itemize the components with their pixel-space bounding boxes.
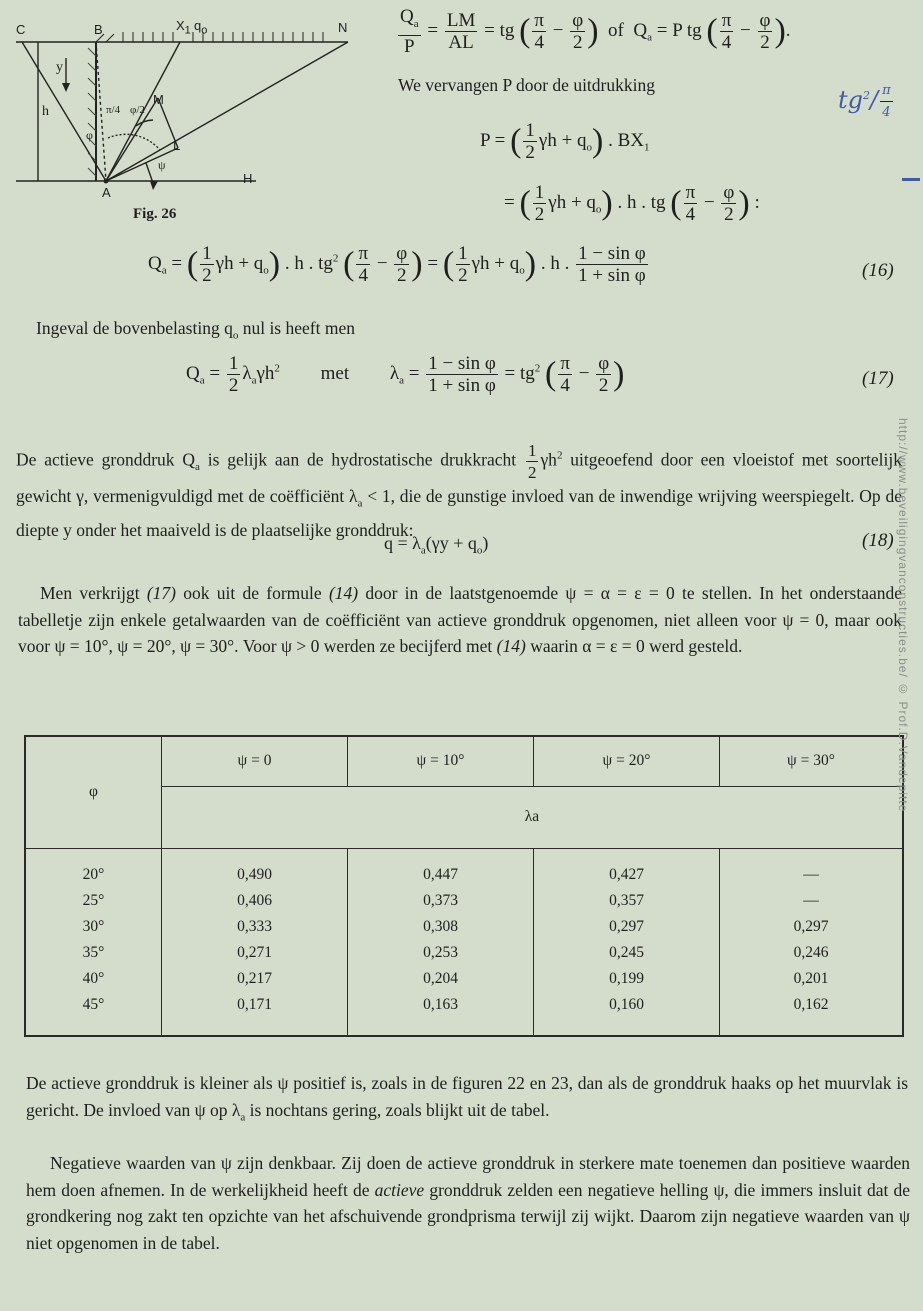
table-header-psi-30: ψ = 30°: [720, 736, 904, 786]
watermark: http://www.beveiligingvanconstructies.be/ © Prof.D.Vandepitte: [896, 418, 910, 813]
table-row: 20° 0,490 0,447 0,427 —: [25, 862, 903, 888]
label-X1: $X_1$: [176, 18, 191, 37]
label-B: B: [94, 22, 103, 37]
force-arrow-head: [150, 181, 158, 190]
label-L: L: [173, 138, 181, 153]
equation-p-2: = ( $\frac{1}{2}$ $\gamma h + q_o$) . h . tg ( $\frac{\pi}{4}$ − $\frac{\varphi}{2}$ ) :: [504, 182, 760, 225]
figure-26: [8, 8, 368, 233]
intro-17: Ingeval de bovenbelasting $q_o$ nul is heeft men: [36, 318, 355, 342]
paragraph-2: Men verkrijgt (17) ook uit de formule (14) door in de laatstgenoemde ψ = α = ε = 0 te stellen. In het onderstaande tabelletje zijn enkele getalwaarden van de coëfficiënt van actieve gronddruk opgenomen, niet alleen voor ψ = 0, maar ook voor ψ = 10°, ψ = 20°, ψ = 30°. Voor ψ > 0 werden ze becijferd met (14) waarin α = ε = 0 werd gesteld.: [18, 583, 903, 656]
label-q0: $q_o$: [194, 18, 208, 37]
label-h: h: [42, 104, 49, 119]
table-row: 45° 0,171 0,163 0,160 0,162: [25, 992, 903, 1018]
label-phi: φ: [86, 128, 93, 142]
label-phi-over-2: φ/2: [130, 104, 145, 116]
equation-16-label: (16): [862, 260, 894, 281]
point-A: [104, 179, 109, 184]
equation-p-1: P = ( $\frac{1}{2}$ $\gamma h + q_o$) . $BX_1$: [480, 120, 650, 163]
table-header-psi-10: ψ = 10°: [348, 736, 534, 786]
label-pi-over-4: π/4: [106, 104, 121, 116]
equation-18: $q = \lambda_a(\gamma y + q_o)$: [384, 533, 489, 557]
label-A: A: [102, 185, 111, 200]
y-arrow-head: [62, 83, 70, 92]
table-header-lambda: λa: [524, 808, 540, 825]
table-row: 35° 0,271 0,253 0,245 0,246: [25, 940, 903, 966]
label-C: C: [16, 22, 26, 37]
label-y: y: [56, 60, 63, 75]
table-header-phi: φ: [25, 736, 162, 848]
table-row: 30° 0,333 0,308 0,297 0,297: [25, 914, 903, 940]
paragraph-4: Negatieve waarden van ψ zijn denkbaar. Zij doen de actieve gronddruk in sterkere mate toenemen dan positieve waarden hem doen afnemen. In de werkelijkheid heeft de actieve gronddruk zelden een negatieve helling ψ, die immers insluit dat de grondkering nog zakt ten opzichte van het afschuivende grondprisma terwijl zij wijkt. Daarom zijn negatieve waarden van ψ niet opgenomen in de tabel.: [26, 1153, 911, 1253]
equation-17: $Q_a$ = $\frac{1}{2}$ $\lambda_a\gamma h^2$ met $\lambda_a$ = $\frac{\text{1 − sin φ}}{\text{1 + sin φ}}$ = $tg^2$ ( $\frac{\pi}{4}$ − $\frac{\varphi}{2}$ ): [186, 353, 625, 396]
table-header-psi-0: ψ = 0: [162, 736, 348, 786]
lambda-table: [24, 735, 904, 1037]
table-row: 25° 0,406 0,373 0,357 —: [25, 888, 903, 914]
line-CA: [22, 42, 106, 181]
label-N: N: [338, 20, 348, 35]
label-M: M: [153, 92, 164, 107]
paragraph-3: De actieve gronddruk is kleiner als ψ positief is, zoals in de figuren 22 en 23, dan als de gronddruk haaks op het muurvlak is gericht. De invloed van ψ op $\lambda_a$ is nochtans gering, zoals blijkt uit de tabel.: [26, 1073, 908, 1123]
figure-caption: Fig. 26: [133, 206, 177, 222]
label-H: H: [243, 171, 253, 186]
equation-16: $Q_a$ = ( $\frac{1}{2}$ $\gamma h + q_o$) . h . $tg^2$ ( $\frac{\pi}{4}$ − $\frac{\varphi}{2}$ ) = ( $\frac{1}{2}$ $\gamma h + q_o$) . h . $\frac{\text{1 − sin φ}}{\text{1 + sin φ}}$: [148, 243, 646, 286]
equation-qa-over-p: $\frac{Q_a}{P}$ = $\frac{LM}{AL}$ = tg ( $\frac{\pi}{4}$ − $\frac{\varphi}{2}$ ) of $Q_a = P$ tg ( $\frac{\pi}{4}$ − $\frac{\varphi}{2}$ ).: [400, 6, 791, 57]
wall-hatch-line: [96, 42, 106, 181]
paragraph-1: De actieve gronddruk $Q_a$ is gelijk aan de hydrostatische drukkracht $\frac{1}{2}$ $\gamma h^2$ uitgeoefend door een vloeistof met soortelijk gewicht γ, vermenigvuldigd met de coëfficiënt $\lambda_a < 1$, die de gunstige invloed van de inwendige wrijving weerspiegelt. Op de diepte y onder het maaiveld is de plaatselijke gronddruk:: [16, 441, 902, 540]
figure-26-diagram: [8, 8, 368, 233]
equation-17-label: (17): [862, 368, 894, 389]
table-row: 40° 0,217 0,204 0,199 0,201: [25, 966, 903, 992]
table-header-psi-20: ψ = 20°: [534, 736, 720, 786]
force-arrow-line: [146, 163, 153, 183]
equation-18-label: (18): [862, 530, 894, 551]
pencil-annotation: $tg^2/$ $\frac{\pi}{4}$: [838, 80, 895, 123]
replace-text: We vervangen P door de uitdrukking: [398, 75, 655, 95]
pencil-mark: [902, 178, 920, 181]
label-psi: ψ: [158, 158, 166, 172]
